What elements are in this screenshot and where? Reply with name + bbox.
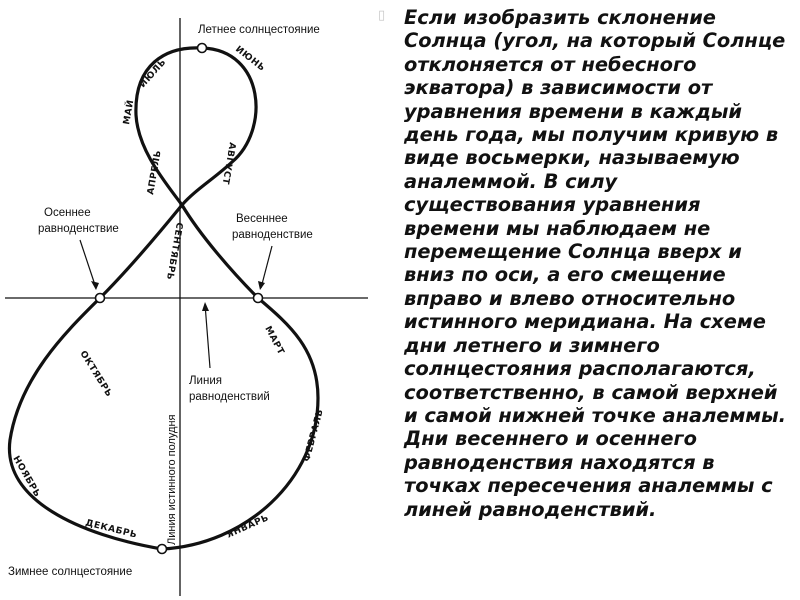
- summer-solstice-label: Летнее солнцестояние: [198, 24, 320, 36]
- spring-equinox-label-line1: Весеннее: [236, 213, 288, 225]
- month-label-june: ИЮНЬ: [233, 44, 267, 74]
- autumn-equinox-label-line1: Осеннее: [44, 207, 91, 219]
- bullet-marker: ▯: [378, 8, 386, 23]
- autumn-equinox-point: [96, 294, 105, 303]
- summer-solstice-point: [198, 44, 207, 53]
- equinox-line-arrow: [202, 302, 210, 368]
- month-label-august: АВГУСТ: [219, 141, 237, 186]
- autumn-equinox-label-line2: равноденствие: [38, 223, 119, 235]
- month-label-october: ОКТЯБРЬ: [77, 349, 114, 400]
- month-label-april: АПРЕЛЬ: [146, 149, 164, 196]
- analemma-svg: [0, 0, 370, 600]
- analemma-diagram: [0, 0, 370, 600]
- month-label-may: МАЙ: [122, 98, 137, 126]
- spring-equinox-arrow: [258, 246, 272, 290]
- meridian-line-label: Линия истинного полудня: [166, 414, 178, 545]
- month-label-march: МАРТ: [262, 324, 286, 357]
- spring-equinox-label-line2: равноденствие: [232, 229, 313, 241]
- month-label-january: ЯНВАРЬ: [225, 513, 271, 541]
- autumn-equinox-arrow: [80, 240, 99, 290]
- equinox-line-label-line2: равноденствий: [189, 391, 270, 403]
- month-label-november: НОЯБРЬ: [10, 454, 43, 500]
- equinox-line-label-line1: Линия: [189, 375, 222, 387]
- month-label-september: СЕНТЯБРЬ: [163, 221, 184, 281]
- text-panel: [372, 0, 800, 600]
- month-label-december: ДЕКАБРЬ: [84, 518, 139, 541]
- month-label-february: ФЕВРАЛЬ: [302, 407, 326, 463]
- slide-paragraph: Если изобразить склонение Солнца (угол, на который Солнце отклоняется от небесного экватора) в зависимости от уравнения времени в каждый день года, мы получим кривую в виде восьмерки, называемую аналеммой. В силу существования уравнения времени мы наблюдаем не перемещение Солнца вверх и вниз по оси, а его смещение вправо и влево относительно истинного меридиана. На схеме дни летнего и зимнего солнцестояния располагаются, соответственно, в самой верхней и самой нижней точке аналеммы. Дни весеннего и осеннего равноденствия находятся в точках пересечения аналеммы с линей равноденствий.: [404, 6, 787, 521]
- month-label-july: ИЮЛЬ: [137, 57, 169, 91]
- spring-equinox-point: [254, 294, 263, 303]
- winter-solstice-label: Зимнее солнцестояние: [8, 566, 133, 578]
